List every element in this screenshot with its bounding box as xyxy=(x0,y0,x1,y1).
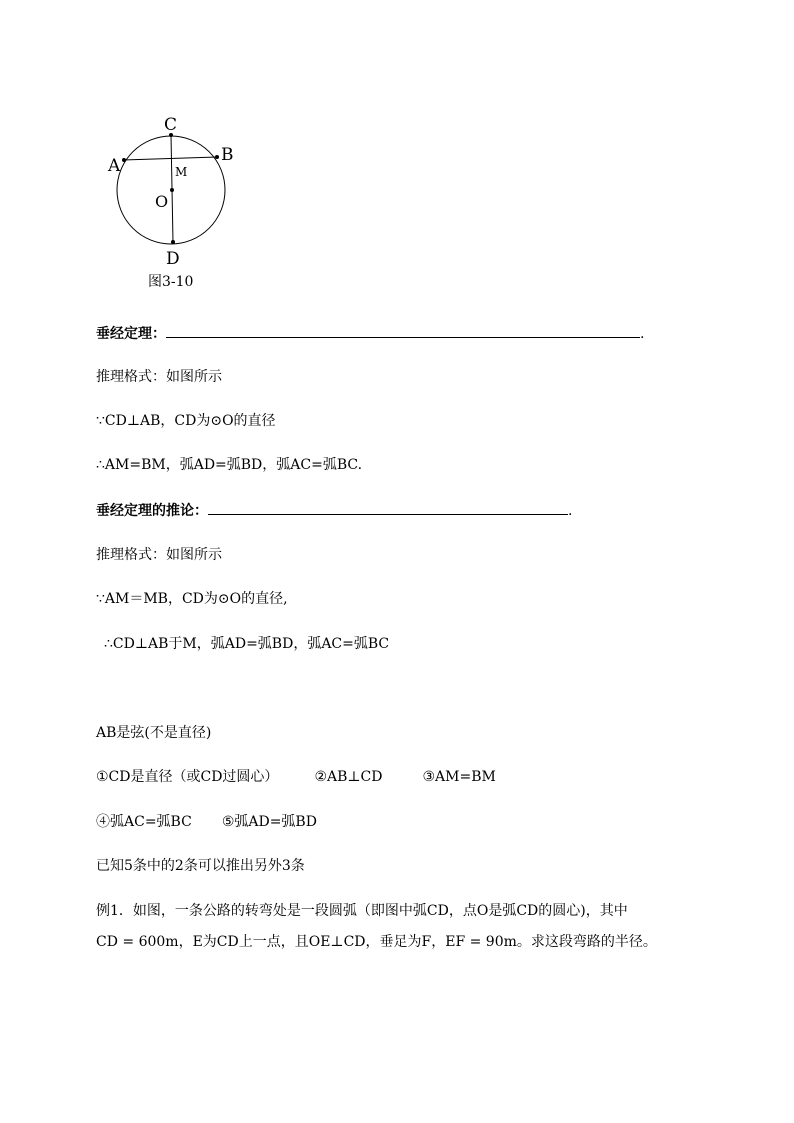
theorem-because: ∵CD⊥AB，CD为⊙O的直径 xyxy=(96,413,276,429)
figure-caption: 图3-10 xyxy=(148,274,194,290)
theorem-end: . xyxy=(640,326,645,342)
summary-items-row2 xyxy=(96,812,317,832)
summary-items-row1 xyxy=(96,767,496,787)
label-o: O xyxy=(155,192,169,211)
corollary-end: . xyxy=(568,503,573,519)
point-b xyxy=(215,155,219,159)
summary-item-5: ⑤弧AD=弧BD xyxy=(221,814,317,830)
label-a: A xyxy=(108,156,121,176)
summary-rule: 已知5条中的2条可以推出另外3条 xyxy=(96,858,305,874)
corollary-blank[interactable] xyxy=(208,500,568,515)
corollary-because: ∵AM＝MB，CD为⊙O的直径, xyxy=(96,591,288,607)
summary-item-2: ②AB⊥CD xyxy=(314,769,383,785)
label-d: D xyxy=(166,249,180,269)
summary-item-3: ③AM=BM xyxy=(422,769,496,785)
theorem-line xyxy=(96,323,644,344)
point-a xyxy=(122,158,126,162)
label-b: B xyxy=(221,145,234,165)
circle-figure xyxy=(100,108,250,293)
summary-item-4: ④弧AC=弧BC xyxy=(96,814,192,830)
theorem-therefore: ∴AM=BM，弧AD=弧BD，弧AC=弧BC. xyxy=(96,457,363,473)
label-c: C xyxy=(164,115,178,135)
point-o xyxy=(170,188,174,192)
corollary-line xyxy=(96,500,572,521)
theorem-blank[interactable] xyxy=(166,323,640,338)
label-m: M xyxy=(175,165,188,179)
chord-condition: AB是弦(不是直径) xyxy=(96,725,212,741)
corollary-therefore: ∴CD⊥AB于M，弧AD=弧BD，弧AC=弧BC xyxy=(104,636,390,652)
corollary-format: 推理格式：如图所示 xyxy=(96,547,222,563)
summary-item-1: ①CD是直径（或CD过圆心） xyxy=(96,769,279,785)
example-line-2: CD = 600m，E为CD上一点，且OE⊥CD，垂足为F，EF = 90m。求这段弯路的半径。 xyxy=(96,934,657,950)
chord-ab xyxy=(124,157,217,160)
example-line-1: 例1．如图，一条公路的转弯处是一段圆弧（即图中弧CD，点O是弧CD的圆心)，其中 xyxy=(96,903,628,919)
theorem-format: 推理格式：如图所示 xyxy=(96,369,222,385)
theorem-title: 垂经定理： xyxy=(96,326,166,342)
point-d xyxy=(171,240,175,244)
corollary-title: 垂经定理的推论： xyxy=(96,503,208,519)
